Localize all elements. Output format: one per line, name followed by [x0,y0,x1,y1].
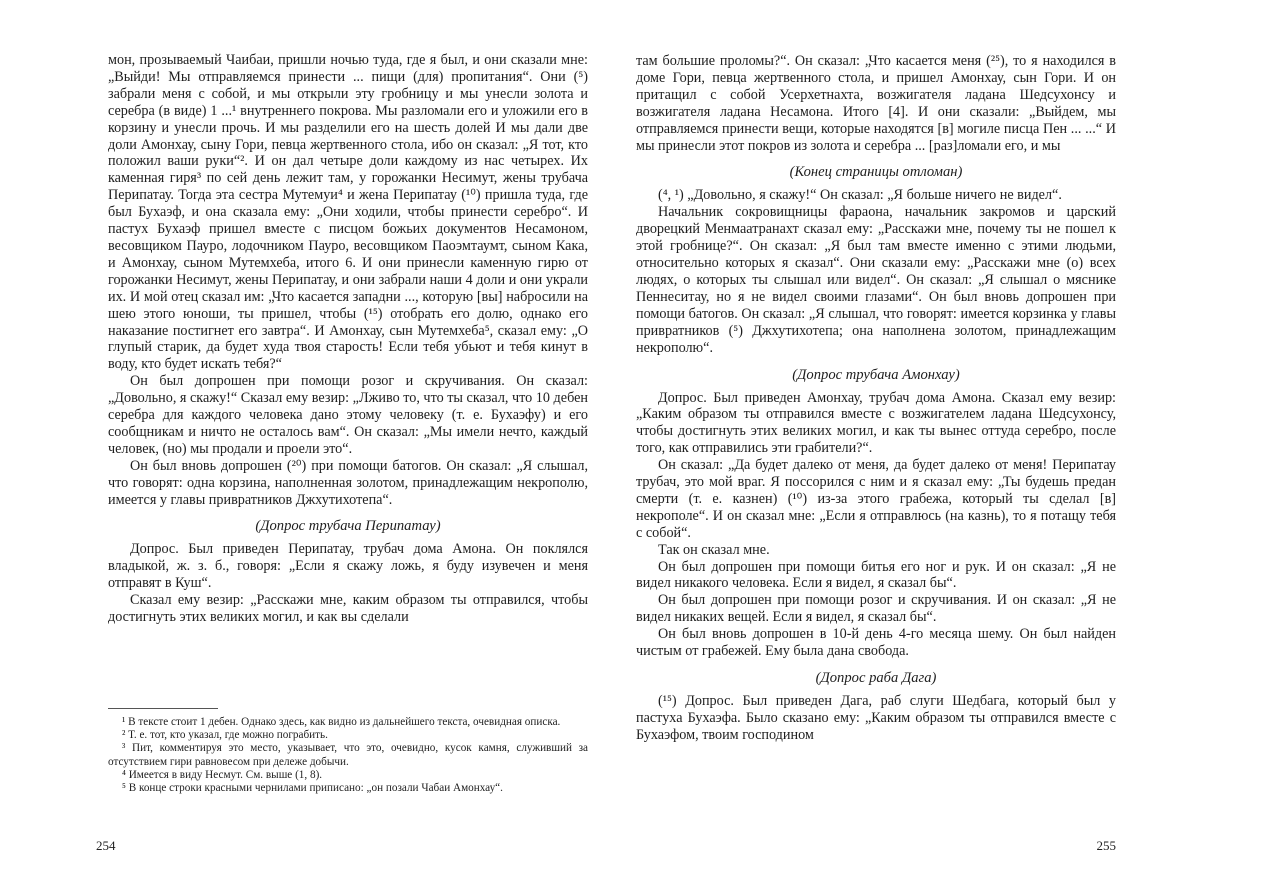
paragraph: Так он сказал мне. [658,541,770,558]
footnotes [108,716,588,795]
paragraph: Он сказал: „Да будет далеко от меня, да будет далеко от меня! Перипатау трубач, это мой враг. Я поссорился с ним и я сказал ему: „Ты будешь предан смерти (т. е. казнен) (¹⁰) из-за этого грабежа, который ты сделал [в] некрополе“. И он сказал мне: „Если я отправлюсь (на казнь), то я потащу тебя с собой“. [636,457,1116,541]
paragraph: Он был вновь допрошен в 10-й день 4-го месяца шему. Он был найден чистым от грабежей. Ему была дана свобода. [636,626,1116,660]
paragraph: Он был допрошен при помощи битья его ног и рук. И он сказал: „Я не видел никакого человека. Если я видел, я сказал бы“. [636,558,1116,592]
paragraph: Он был вновь допрошен (²⁰) при помощи батогов. Он сказал: „Я слышал, что говорят: одна корзина, наполненная золотом, принадлежащим некрополю, имеется у главы привратников Джхутихотепа“. [108,457,588,508]
paragraph: мон, прозываемый Чаибаи, пришли ночью туда, где я был, и они сказали мне: „Выйди! Мы отправляемся принести ... пищи (для) пропитания“. Они (⁵) забрали меня с собой, и мы открыли эту гробницу и мы унесли золота и серебра (в виде) 1 ...¹ внутреннего покрова. Мы разломали его и уложили его в корзину и унесли прочь. И мы разделили его на шесть долей И мы дали две доли Амонхау, сыну Гори, певца жертвенного стола, ибо он сказал: „Я тот, кто положил ваши руки“². И он дал четыре доли каждому из нас четырех. Их каменная гиря³ по сей день лежит там, у горожанки Несимут, жены трубача Перипатау. Тогда эта сестра Мутемуи⁴ и жена Перипатау (¹⁰) пришла туда, где был Бухаэф, и она сказала ему: „Они ходили, чтобы принести серебро“. И пастух Бухаэф пришел вместе с писцом божьих документов Несамоном, весовщиком Пауро, лодочником Пауро, весовщиком Паоэмтаумт, сыном Кака, и Амонхау, сыном Мутемхеба, итого 6. И они принесли каменную гирю от горожанки Несимут, жены Перипатау, и они забрали наши 4 доли и они украли их. И мой отец сказал им: „Что касается западни ..., которую [вы] набросили на шею этого юноши, ты пришел, чтобы (¹⁵) отобрать его долю, однако его наказание постигнет его завтра“. И Амонхау, сын Мутемхеба⁵, сказал ему: „О глупый старик, да будет худа твоя старость! Если тебя убьют и тебя кинут в воду, кто будет искать тебя?“ [108,52,588,373]
footnote: ⁴ Имеется в виду Несмут. См. выше (1, 8). [122,768,323,781]
footnote-divider [108,708,218,709]
right-page-body [636,53,1116,744]
paragraph: (⁴, ¹) „Довольно, я скажу!“ Он сказал: „Я больше ничего не видел“. [658,187,1062,204]
section-heading: (Допрос трубача Амонхау) [792,366,960,383]
left-page [96,0,588,893]
footnote: ² Т. е. тот, кто указал, где можно пограбить. [122,729,328,742]
paragraph: Сказал ему везир: „Расскажи мне, каким образом ты отправился, чтобы достигнуть этих великих могил, и как вы сделали [108,592,588,626]
paragraph: (¹⁵) Допрос. Был приведен Дага, раб слуги Шедбага, который был у пастуха Бухаэфа. Было сказано ему: „Каким образом ты отправился вместе с Бухаэфом, твоим господином [636,693,1116,743]
paragraph: Он был допрошен при помощи розог и скручивания. Он сказал: „Довольно, я скажу!“ Сказал ему везир: „Лживо то, что ты сказал, что 10 дебен серебра для каждого человека дано этому человеку (т. е. Бухаэфу) и его сообщникам и ничто не осталось вам“. Он сказал: „Мы имели нечто, каждый человек, (но) мы продали и проели это“. [108,373,588,457]
page-number-left: 254 [96,838,116,853]
footnote: ³ Пит, комментируя это место, указывает, что это, очевидно, кусок камня, служивший за отсутствием гири равновесом при дележе добычи. [108,742,588,768]
footnote: ⁵ В конце строки красными чернилами приписано: „он позали Чабаи Амонхау“. [122,782,503,795]
section-heading: (Допрос трубача Перипатау) [255,518,441,535]
paragraph: Он был допрошен при помощи розог и скручивания. И он сказал: „Я не видел никаких вещей. Если я видел, я сказал бы“. [636,592,1116,626]
right-page [636,0,1116,893]
section-heading: (Допрос раба Дага) [815,670,937,686]
paragraph: там большие проломы?“. Он сказал: „Что касается меня (²⁵), то я находился в доме Гори, певца жертвенного стола, и пришел Амонхау, сын Гори. И он притащил с собой Усерхетнахта, возжигателя ладана Шедсухонсу и возжигателя ладана Несамона. Итого [4]. И они сказали: „Выйдем, мы отправляемся принести вещи, которые находятся [в] могиле писца Пен ... ...“ И мы принесли этот покров из золота и серебра ... [раз]ломали его, и мы [636,53,1116,154]
paragraph: Начальник сокровищницы фараона, начальник закромов и царский дворецкий Менмаатранахт сказал ему: „Расскажи мне, почему ты не пошел к этой гробнице?“. Он сказал: „Я был там вместе именно с этими людьми, относительно которых я сказал“. Они сказали ему: „Расскажи мне (о) всех людях, о которых ты слышал или видел“. Он сказал: „Я слышал о мяснике Пеннеситау, но я не видел своими глазами“. Он был вновь допрошен при помощи батогов. Он сказал: „Я слышал, что говорят: имеется корзинка у главы привратников (⁵) Джхутихотепа; она наполнена золотом, принадлежащим некрополю“. [636,204,1116,356]
page-number-right: 255 [1096,838,1116,853]
footnote: ¹ В тексте стоит 1 дебен. Однако здесь, как видно из дальнейшего текста, очевидная описка. [122,716,561,728]
section-heading: (Конец страницы отломан) [789,164,963,181]
paragraph: Допрос. Был приведен Перипатау, трубач дома Амона. Он поклялся владыкой, ж. з. б., говоря: „Если я скажу ложь, я буду изувечен и меня отправят в Куш“. [108,541,588,592]
left-page-body [108,52,588,626]
paragraph: Допрос. Был приведен Амонхау, трубач дома Амона. Сказал ему везир: „Каким образом ты отправился вместе с возжигателем ладана Шедсухонсу, чтобы достигнуть этих великих могил, и как ты вынес оттуда серебро, после того, как отправились эти грабители?“. [636,389,1116,457]
